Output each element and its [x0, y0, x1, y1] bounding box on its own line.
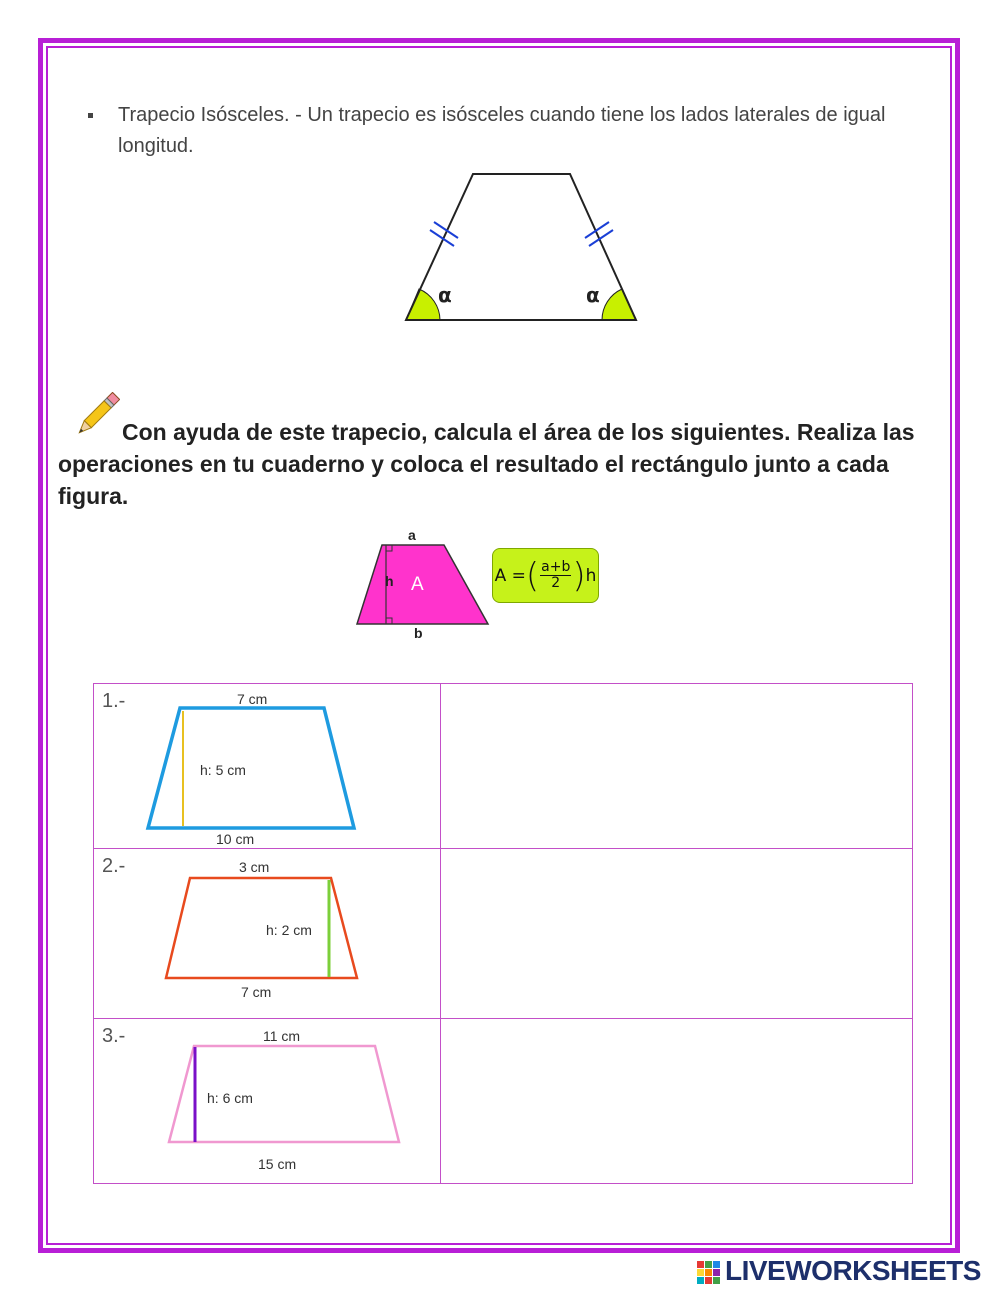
- angle-label-left: α: [438, 283, 452, 307]
- equal-side-tick-right: [585, 222, 613, 246]
- exercise-number: 2.-: [102, 855, 126, 877]
- formula-denominator: 2: [551, 575, 561, 591]
- formula-fraction: [540, 560, 571, 591]
- label-b: b: [414, 625, 423, 641]
- height-label: h: 2 cm: [266, 922, 312, 938]
- bottom-base-label: 7 cm: [241, 984, 272, 1000]
- isosceles-trapezoid-figure: [400, 168, 640, 328]
- brand-logo: [697, 1255, 997, 1287]
- answer-cell[interactable]: [440, 1019, 912, 1184]
- formula-lhs: A =: [494, 565, 526, 586]
- liveworksheets-logo-icon: [697, 1261, 721, 1285]
- label-h: h: [385, 573, 394, 589]
- exercise-number: 3.-: [102, 1025, 126, 1047]
- angle-label-right: α: [586, 283, 600, 307]
- exercise-1-trapezoid: [94, 684, 441, 849]
- right-paren: ): [572, 555, 586, 596]
- label-a: a: [408, 527, 416, 543]
- exercise-row: [94, 849, 913, 1019]
- definition-bullet: [88, 100, 918, 162]
- exercise-2-trapezoid: [94, 849, 441, 1019]
- bottom-base-label: 15 cm: [258, 1156, 297, 1172]
- top-base-label: 11 cm: [263, 1028, 301, 1044]
- exercise-figure-cell: [94, 1019, 441, 1184]
- brand-name: LIVEWORKSHEETS: [725, 1255, 981, 1286]
- angle-marker-right: [602, 289, 636, 320]
- trapezoid-outline: [148, 708, 354, 828]
- area-formula-box: [492, 548, 599, 603]
- height-label: h: 5 cm: [200, 762, 246, 778]
- exercise-row: [94, 684, 913, 849]
- label-area: A: [411, 574, 424, 595]
- answer-cell[interactable]: [440, 684, 912, 849]
- top-base-label: 3 cm: [239, 859, 270, 875]
- equal-side-tick-left: [430, 222, 458, 246]
- instruction-text: Con ayuda de este trapecio, calcula el área de los siguientes. Realiza las operaciones en tu cuaderno y coloca el resultado el rectángulo junto a cada figura.: [58, 419, 915, 509]
- formula-numerator: a+b: [541, 559, 571, 575]
- exercise-figure-cell: [94, 684, 441, 849]
- reference-trapezoid-figure: [350, 524, 495, 644]
- exercise-figure-cell: [94, 849, 441, 1019]
- left-paren: (: [525, 555, 540, 596]
- trapezoid-outline: [169, 1046, 399, 1142]
- angle-marker-left: [406, 289, 440, 320]
- exercise-number: 1.-: [102, 690, 126, 712]
- bullet-icon: [88, 113, 93, 118]
- height-label: h: 6 cm: [207, 1090, 253, 1106]
- definition-text: Trapecio Isósceles. - Un trapecio es isósceles cuando tiene los lados laterales de igual longitud.: [118, 104, 886, 157]
- exercise-table: [93, 683, 913, 1184]
- answer-cell[interactable]: [440, 849, 912, 1019]
- exercise-3-trapezoid: [94, 1019, 441, 1184]
- bottom-base-label: 10 cm: [216, 831, 255, 847]
- top-base-label: 7 cm: [237, 691, 268, 707]
- exercise-row: [94, 1019, 913, 1184]
- formula-suffix: h: [585, 565, 597, 586]
